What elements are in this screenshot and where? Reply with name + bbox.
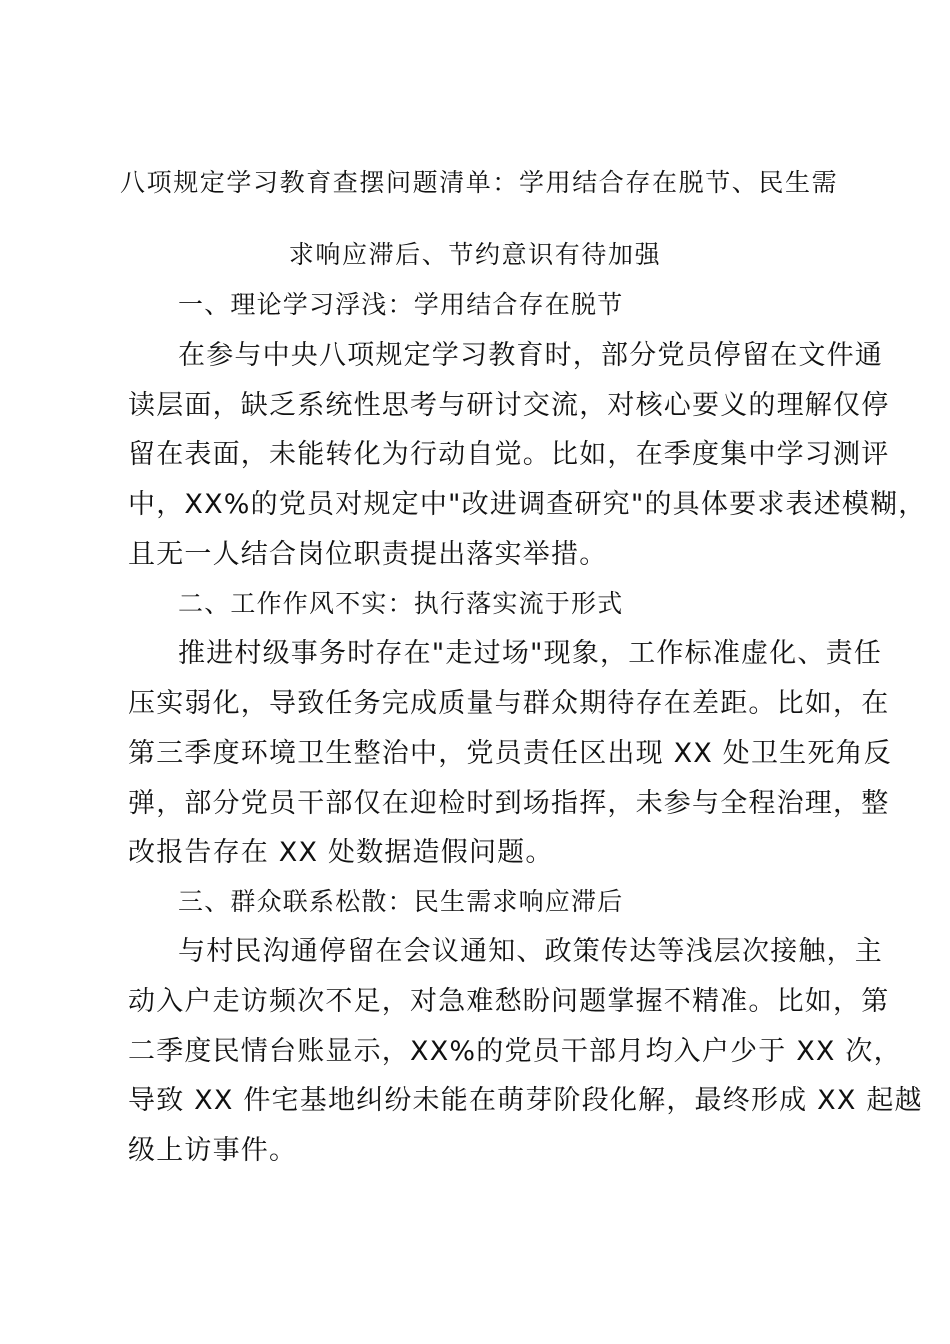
document-title-line-2: 求响应滞后、节约意识有待加强 — [288, 240, 662, 269]
section-1-paragraph-line-2: 读层面，缺乏系统性思考与研讨交流，对核心要义的理解仅停 — [128, 390, 890, 421]
section-2-paragraph-line-2: 压实弱化，导致任务完成质量与群众期待存在差距。比如，在 — [128, 688, 890, 719]
document-title-line-1: 八项规定学习教育查摆问题清单：学用结合存在脱节、民生需 — [120, 168, 839, 197]
section-2-paragraph-line-4: 弹，部分党员干部仅在迎检时到场指挥，未参与全程治理，整 — [128, 788, 890, 819]
section-2-heading: 二、工作作风不实：执行落实流于形式 — [178, 589, 624, 618]
section-1-paragraph-line-4: 中，XX%的党员对规定中"改进调查研究"的具体要求表述模糊， — [128, 489, 927, 520]
section-2-paragraph-line-3: 第三季度环境卫生整治中，党员责任区出现 XX 处卫生死角反 — [128, 738, 892, 769]
section-3-heading: 三、群众联系松散：民生需求响应滞后 — [178, 887, 624, 916]
section-3-paragraph-line-3: 二季度民情台账显示，XX%的党员干部月均入户少于 XX 次， — [128, 1036, 902, 1067]
section-3-paragraph-line-4: 导致 XX 件宅基地纠纷未能在萌芽阶段化解，最终形成 XX 起越 — [128, 1085, 923, 1116]
section-3-paragraph-line-5: 级上访事件。 — [128, 1135, 298, 1166]
section-1-paragraph-line-3: 留在表面，未能转化为行动自觉。比如，在季度集中学习测评 — [128, 439, 890, 470]
section-2-paragraph-line-1: 推进村级事务时存在"走过场"现象，工作标准虚化、责任 — [178, 638, 883, 669]
section-3-paragraph-line-2: 动入户走访频次不足，对急难愁盼问题掌握不精准。比如，第 — [128, 986, 890, 1017]
section-1-heading: 一、理论学习浮浅：学用结合存在脱节 — [178, 290, 624, 319]
section-2-paragraph-line-5: 改报告存在 XX 处数据造假问题。 — [128, 837, 554, 868]
section-1-paragraph-line-5: 且无一人结合岗位职责提出落实举措。 — [128, 539, 608, 570]
section-1-paragraph-line-1: 在参与中央八项规定学习教育时，部分党员停留在文件通 — [178, 340, 883, 371]
section-3-paragraph-line-1: 与村民沟通停留在会议通知、政策传达等浅层次接触，主 — [178, 936, 883, 967]
